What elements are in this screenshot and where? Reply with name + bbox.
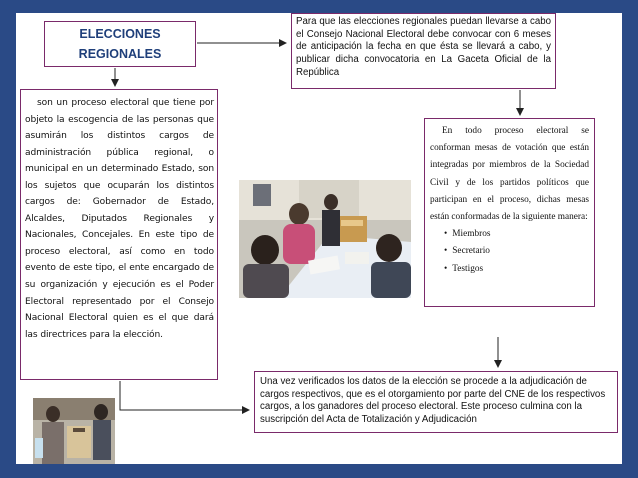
mesas-text: En todo proceso electoral se conforman mesas de votación que están integradas por miembros de la Sociedad Civil y de los partidos políticos que participan en el proceso, dichas mesas están conformadas de la siguiente manera: — [430, 126, 589, 223]
title-line-1: ELECCIONES — [79, 27, 161, 41]
definition-text: son un proceso electoral que tiene por objeto la escogencia de las personas que asumirán los distintos cargos de administración pública regional, o municipal en un determinado Estado, son los sujetos que ocuparán los distintos cargos de: Gobernador de Estado, Alcaldes, Diputados Regionales y Nacionales, Concejales. En este tipo de proceso electoral, así como en todo evento de este tipo, el ente encargado de su organización y ejecución es el Poder Electoral representado por el Consejo Nacional Electoral quien es el que dará las directrices para la elección. — [25, 98, 214, 340]
mesas-item-testigos: • Testigos — [444, 261, 589, 278]
adjudicacion-box — [254, 371, 618, 433]
mesas-box — [424, 118, 595, 307]
voting-table-photo — [239, 180, 411, 298]
adjudicacion-text: Una vez verificados los datos de la elección se procede a la adjudicación de cargos respectivos, que es el otorgamiento por parte del CNE de los respectivos cargos, a los ganadores del proceso electoral. Este proceso culmina con la suscripción del Acta de Totalización y Adjudicación — [260, 376, 606, 425]
mesas-item-secretario: • Secretario — [444, 243, 589, 260]
definition-box — [20, 89, 218, 380]
ballot-box-photo — [33, 398, 115, 464]
arrow-definition-to-adjudicacion — [120, 381, 249, 410]
mesas-item-miembros: • Miembros — [444, 226, 589, 243]
convocatoria-box — [291, 13, 556, 89]
title-line-2: REGIONALES — [78, 47, 162, 61]
title-box — [44, 21, 196, 67]
convocatoria-text: Para que las elecciones regionales puedan llevarse a cabo el Consejo Nacional Electoral debe convocar con 6 meses de anticipación la fecha en que ésta se llevará a cabo, y publicar dicha convocatoria en La Gaceta Oficial de la República — [296, 16, 551, 78]
mesas-list — [430, 226, 589, 278]
